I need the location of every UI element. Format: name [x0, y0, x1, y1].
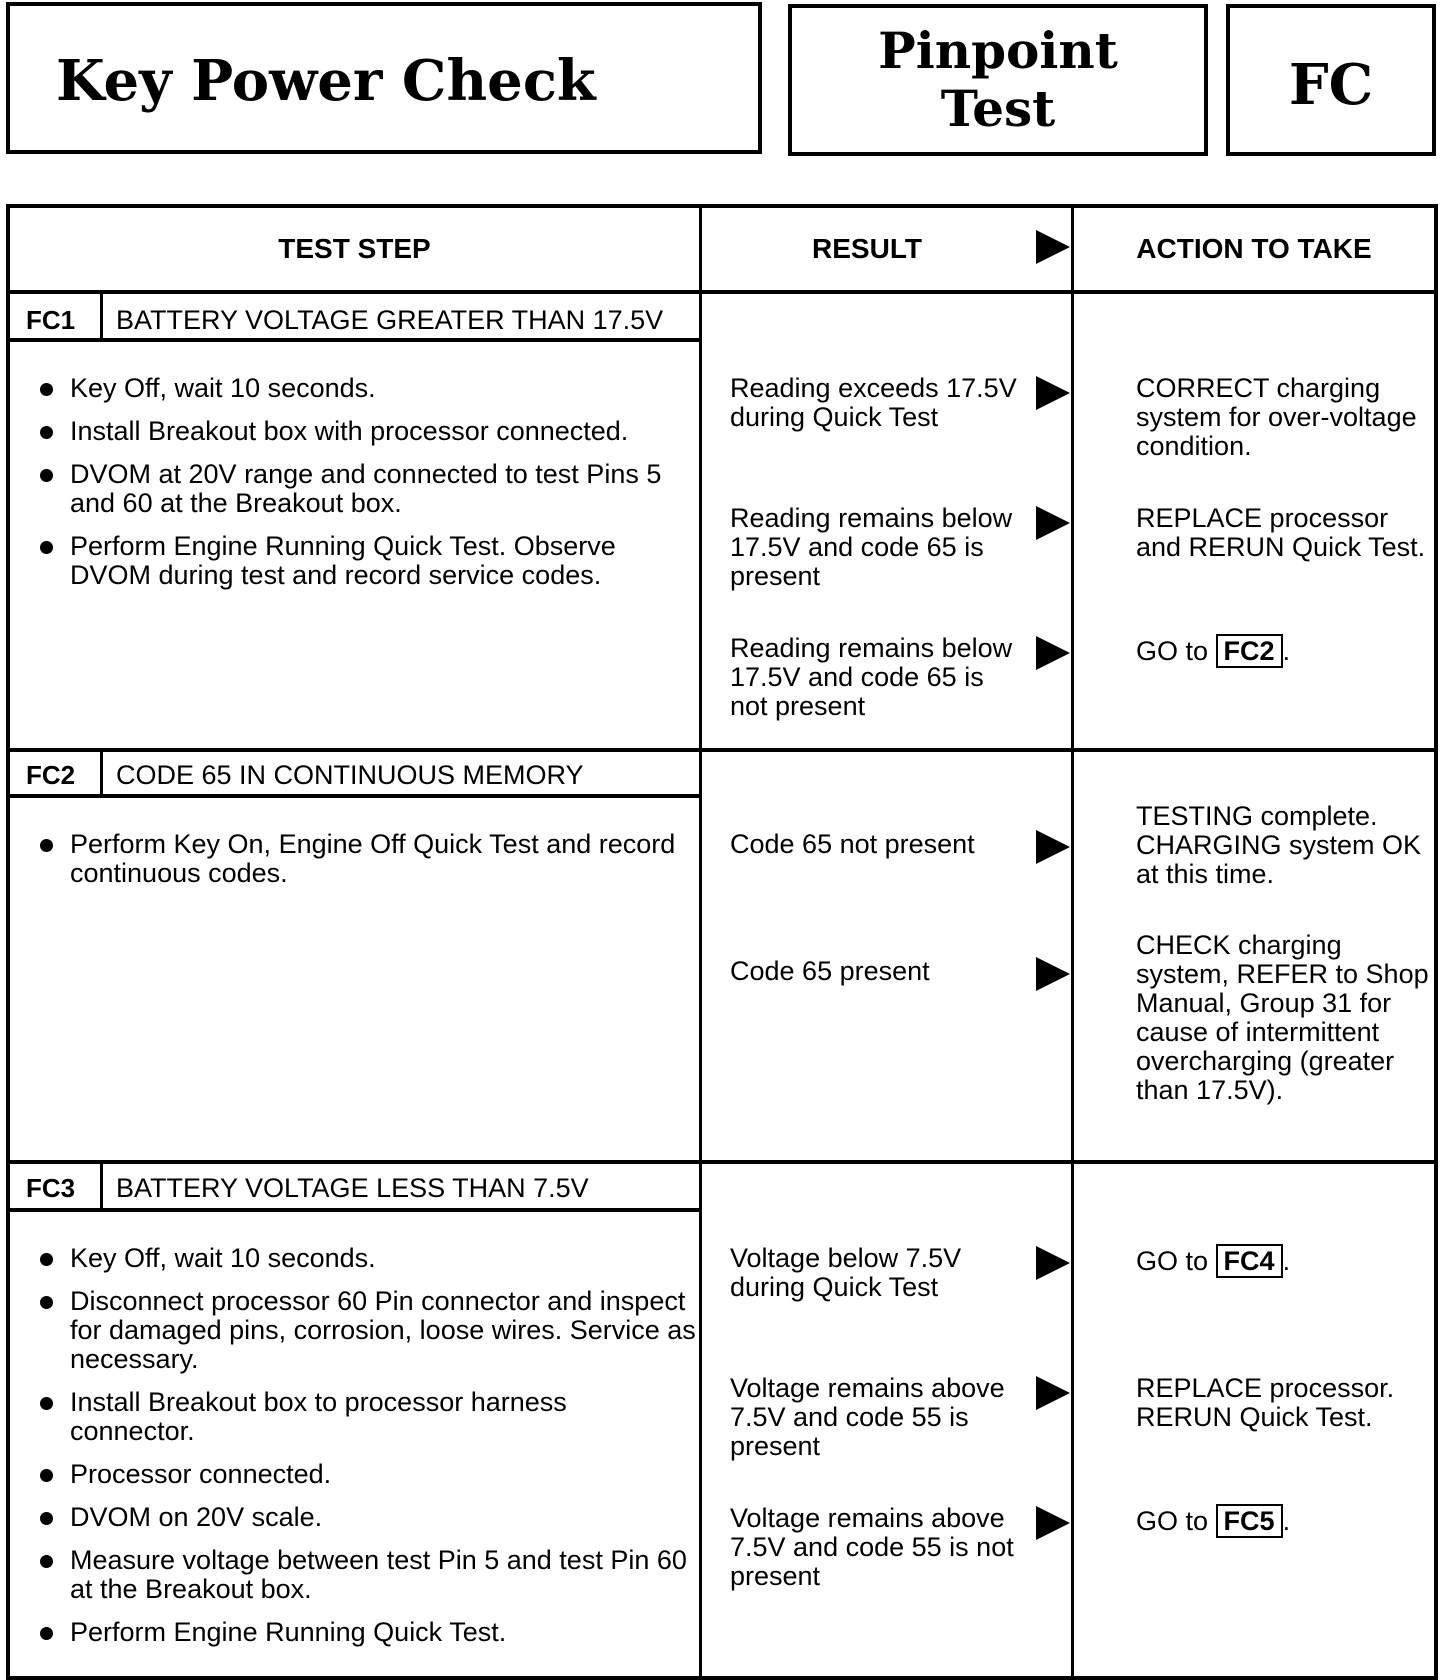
result-text: Voltage below 7.5V during Quick Test — [730, 1243, 962, 1302]
bullet-icon — [40, 1296, 53, 1309]
instruction-item: Key Off, wait 10 seconds. — [36, 374, 696, 403]
arrow-right-icon — [1036, 1376, 1070, 1410]
instruction-item: Disconnect processor 60 Pin connector and inspect for damaged pins, corrosion, loose wires. Service as necessary. — [36, 1287, 696, 1374]
section-label-line2: Test — [940, 79, 1056, 138]
bullet-icon — [40, 1469, 53, 1482]
goto-step-link[interactable]: FC2 — [1216, 634, 1283, 668]
bullet-icon — [40, 839, 53, 852]
step-code: FC2 — [26, 760, 76, 790]
step-title: CODE 65 IN CONTINUOUS MEMORY — [116, 760, 584, 790]
result-text: Voltage remains above 7.5V and code 55 is present — [730, 1373, 1005, 1461]
instruction-item: DVOM on 20V scale. — [36, 1503, 696, 1532]
page-title: Key Power Check — [56, 48, 596, 114]
goto-step-link[interactable]: FC5 — [1216, 1504, 1283, 1538]
step-title: BATTERY VOLTAGE GREATER THAN 17.5V — [116, 305, 664, 335]
bullet-icon — [40, 1397, 53, 1410]
section-box — [788, 4, 1208, 156]
step-title-divider — [10, 338, 702, 342]
column-header-result: RESULT — [812, 233, 922, 264]
section-label-line1: Pinpoint — [878, 21, 1118, 80]
column-divider — [1071, 208, 1074, 1676]
bullet-icon — [40, 469, 53, 482]
action-text: TESTING complete. CHARGING system OK at this time. — [1136, 801, 1422, 889]
step-title-divider — [10, 794, 702, 798]
bullet-icon — [40, 426, 53, 439]
step-title-divider — [10, 1208, 702, 1212]
instruction-item: Key Off, wait 10 seconds. — [36, 1244, 696, 1273]
instruction-item: Perform Key On, Engine Off Quick Test and record continuous codes. — [36, 830, 696, 888]
bullet-icon — [40, 1555, 53, 1568]
instruction-item: DVOM at 20V range and connected to test Pins 5 and 60 at the Breakout box. — [36, 460, 696, 518]
bullet-icon — [40, 1253, 53, 1266]
action-text: CHECK charging system, REFER to Shop Manual, Group 31 for cause of intermittent overcharging (greater than 17.5V). — [1136, 930, 1429, 1105]
step-code-divider — [100, 294, 103, 338]
result-text: Reading remains below 17.5V and code 65 is present — [730, 503, 1013, 591]
instruction-item: Install Breakout box to processor harness connector. — [36, 1388, 696, 1446]
section-code: FC — [1288, 52, 1374, 118]
instruction-item: Perform Engine Running Quick Test. Observe DVOM during test and record service codes. — [36, 532, 696, 590]
arrow-right-icon — [1036, 230, 1070, 264]
arrow-right-icon — [1036, 957, 1070, 991]
header-divider — [10, 290, 1434, 294]
bullet-icon — [40, 383, 53, 396]
column-header-test-step: TEST STEP — [278, 233, 431, 264]
action-goto: GO to FC4 . — [1136, 1246, 1291, 1276]
step-code-divider — [100, 750, 103, 794]
step-title: BATTERY VOLTAGE LESS THAN 7.5V — [116, 1173, 589, 1203]
bullet-icon — [40, 541, 53, 554]
arrow-right-icon — [1036, 830, 1070, 864]
instruction-item: Install Breakout box with processor connected. — [36, 417, 696, 446]
code-box — [1226, 4, 1436, 156]
step-code-divider — [100, 1162, 103, 1208]
column-divider — [699, 208, 702, 1676]
step-code: FC1 — [26, 305, 76, 335]
step-instructions — [36, 374, 696, 604]
result-text: Reading exceeds 17.5V during Quick Test — [730, 373, 1017, 432]
step-instructions — [36, 1244, 696, 1661]
action-goto: GO to FC5 . — [1136, 1506, 1291, 1536]
instruction-item: Processor connected. — [36, 1460, 696, 1489]
step-divider — [10, 748, 1434, 752]
action-text: REPLACE processor and RERUN Quick Test. — [1136, 503, 1426, 562]
pinpoint-table — [6, 204, 1438, 1680]
arrow-right-icon — [1036, 636, 1070, 670]
result-text: Voltage remains above 7.5V and code 55 is not present — [730, 1503, 1014, 1591]
instruction-item: Measure voltage between test Pin 5 and test Pin 60 at the Breakout box. — [36, 1546, 696, 1604]
arrow-right-icon — [1036, 1506, 1070, 1540]
arrow-right-icon — [1036, 1246, 1070, 1280]
arrow-right-icon — [1036, 506, 1070, 540]
instruction-item: Perform Engine Running Quick Test. — [36, 1618, 696, 1647]
result-text: Reading remains below 17.5V and code 65 is not present — [730, 633, 1013, 721]
section-label — [792, 22, 1204, 138]
column-header-action: ACTION TO TAKE — [1136, 233, 1372, 264]
goto-step-link[interactable]: FC4 — [1216, 1244, 1283, 1278]
result-text: Code 65 present — [730, 956, 930, 986]
action-goto: GO to FC2 . — [1136, 636, 1291, 666]
result-text: Code 65 not present — [730, 829, 975, 859]
step-instructions — [36, 830, 696, 902]
action-text: CORRECT charging system for over-voltage condition. — [1136, 373, 1417, 461]
title-box — [6, 2, 762, 154]
arrow-right-icon — [1036, 376, 1070, 410]
bullet-icon — [40, 1512, 53, 1525]
step-divider — [10, 1160, 1434, 1164]
bullet-icon — [40, 1627, 53, 1640]
step-code: FC3 — [26, 1173, 76, 1203]
action-text: REPLACE processor. RERUN Quick Test. — [1136, 1373, 1395, 1432]
